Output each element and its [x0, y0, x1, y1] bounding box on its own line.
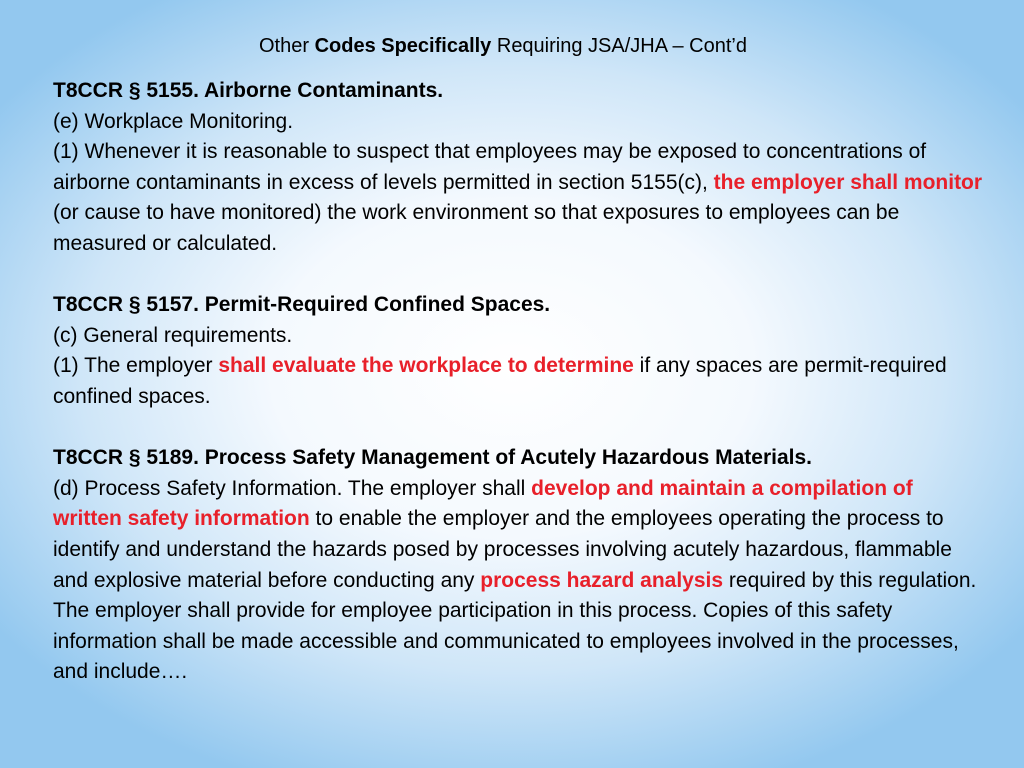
body-text: to enable the employer and the employees operating the process to identify and understand the hazards posed by processes involving acutely hazardous, flammable and explosive material before conducting any	[53, 507, 952, 592]
body-text: (d) Process Safety Information. The employer shall	[53, 476, 532, 500]
section-subheading: (e) Workplace Monitoring.	[53, 109, 294, 133]
body-text: (1) The employer	[53, 354, 219, 378]
title-bold: Codes Specifically	[314, 35, 492, 57]
highlighted-phrase: process hazard analysis	[480, 568, 724, 592]
body-text: (or cause to have monitored) the work environment so that exposures to employees can be measured or calculated.	[53, 201, 900, 255]
highlighted-phrase: the employer shall monitor	[713, 170, 983, 194]
highlighted-phrase: develop and maintain a compilation of written safety information	[53, 476, 913, 531]
title-suffix: Requiring JSA/JHA – Cont’d	[491, 35, 747, 57]
section-heading: T8CCR § 5155. Airborne Contaminants.	[53, 79, 444, 102]
body-text: if any spaces are permit-required confined spaces.	[53, 354, 947, 408]
slide	[53, 32, 983, 718]
section-5155	[53, 76, 983, 260]
highlighted-phrase: shall evaluate the workplace to determine	[218, 354, 634, 378]
section-5189	[53, 443, 983, 688]
slide-title	[53, 32, 983, 60]
body-text: required by this regulation. The employer shall provide for employee participation in this process. Copies of this safety information shall be made accessible and communicated to employees involved in the processes, and include….	[53, 568, 977, 684]
title-prefix: Other	[258, 35, 315, 57]
body-text: (1) Whenever it is reasonable to suspect that employees may be exposed to concentrations of airborne contaminants in excess of levels permitted in section 5155(c),	[53, 140, 927, 194]
section-body	[53, 474, 983, 688]
section-heading: T8CCR § 5157. Permit-Required Confined Spaces.	[53, 293, 551, 317]
section-body	[53, 137, 983, 259]
section-5157	[53, 290, 983, 412]
section-heading: T8CCR § 5189. Process Safety Management of Acutely Hazardous Materials.	[53, 446, 812, 470]
section-body	[53, 351, 983, 412]
section-subheading: (c) General requirements.	[53, 323, 293, 347]
